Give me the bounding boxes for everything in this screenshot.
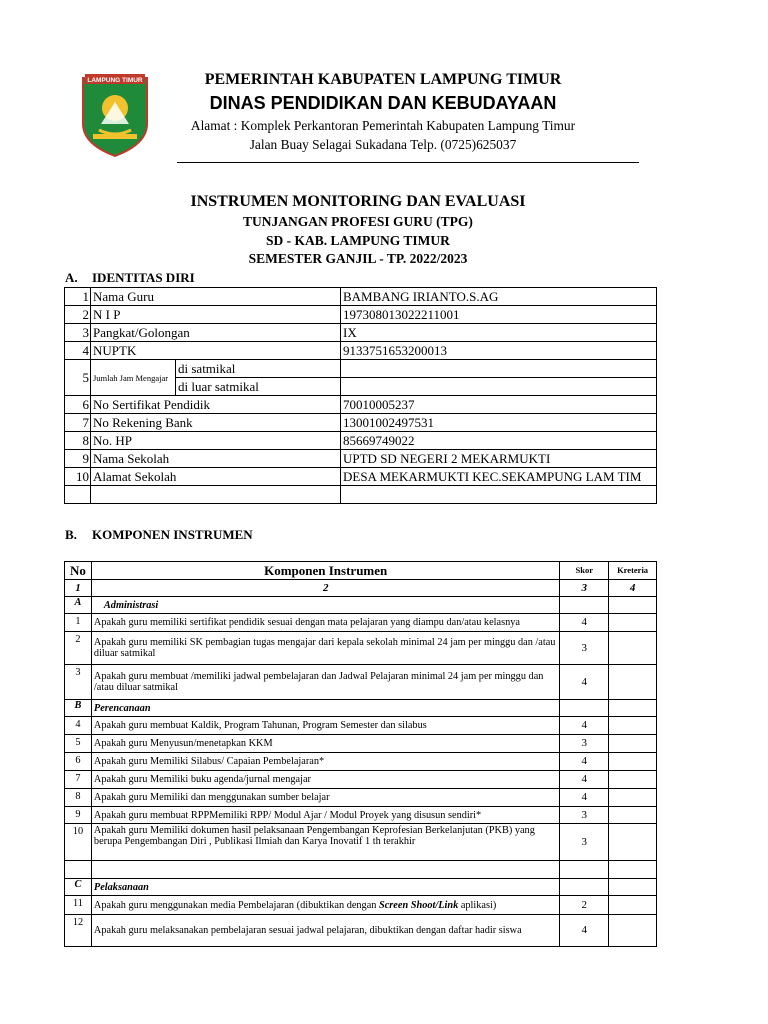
item-criteria xyxy=(609,614,657,632)
header-no: No xyxy=(65,562,92,580)
item-question: Apakah guru melaksanakan pembelajaran sesuai jadwal pelajaran, dibuktikan dengan daftar hadir siswa xyxy=(91,915,560,947)
column-number: 1 xyxy=(65,580,92,597)
field-label: Alamat Sekolah xyxy=(91,468,341,486)
item-score: 4 xyxy=(560,915,609,947)
item-criteria xyxy=(609,735,657,753)
section-row-administrasi xyxy=(65,597,657,614)
item-criteria xyxy=(609,632,657,665)
item-criteria xyxy=(609,771,657,789)
item-number: 2 xyxy=(65,632,92,665)
table-row xyxy=(65,771,657,789)
item-question: Apakah guru Memiliki dokumen hasil pelaksanaan Pengembangan Keprofesian Berkelanjutan (PKB) yang berupa Pengembangan Diri , Publikasi Ilmiah dan Karya Inovatif 1 th terakhir xyxy=(91,824,560,861)
item-question-emphasis: Screen Shoot/Link xyxy=(379,899,459,911)
field-label: Nama Sekolah xyxy=(91,450,341,468)
row-number: 8 xyxy=(65,432,91,450)
item-score: 3 xyxy=(560,824,609,861)
section-a-number: A. xyxy=(65,270,78,285)
section-code: B xyxy=(65,700,92,717)
table-row xyxy=(65,753,657,771)
table-row xyxy=(65,807,657,824)
document-subtitle: TUNJANGAN PROFESI GURU (TPG) xyxy=(243,214,473,229)
item-score: 4 xyxy=(560,665,609,700)
item-question: Apakah guru membuat /memiliki jadwal pembelajaran dan Jadwal Pelajaran minimal 24 jam per minggu dan /atau diluar satmikal xyxy=(91,665,560,700)
column-number: 3 xyxy=(560,580,609,597)
table-header-row xyxy=(65,562,657,580)
field-value xyxy=(341,360,657,378)
field-sublabel: di luar satmikal xyxy=(176,378,341,396)
field-value: UPTD SD NEGERI 2 MEKARMUKTI xyxy=(341,450,657,468)
section-a-heading xyxy=(65,270,195,286)
table-row xyxy=(65,824,657,861)
section-b-number: B. xyxy=(65,527,77,542)
item-question: Apakah guru memiliki sertifikat pendidik sesuai dengan mata pelajaran yang diampu dan/atau kelasnya xyxy=(91,614,560,632)
item-score: 4 xyxy=(560,717,609,735)
table-row xyxy=(65,614,657,632)
field-sublabel: di satmikal xyxy=(176,360,341,378)
field-value xyxy=(341,378,657,396)
column-number: 2 xyxy=(91,580,560,597)
letterhead-address: Alamat : Komplek Perkantoran Pemerintah Kabupaten Lampung Timur xyxy=(190,118,576,133)
document-title: INSTRUMEN MONITORING DAN EVALUASI xyxy=(190,193,526,210)
item-criteria xyxy=(609,753,657,771)
table-row xyxy=(65,414,657,432)
table-row xyxy=(65,360,657,378)
field-value: DESA MEKARMUKTI KEC.SEKAMPUNG LAM TIM xyxy=(341,468,657,486)
section-label: Pelaksanaan xyxy=(91,879,560,896)
table-row xyxy=(65,432,657,450)
item-question-post: aplikasi) xyxy=(458,899,497,911)
item-criteria xyxy=(609,824,657,861)
item-score xyxy=(560,861,609,879)
row-number: 9 xyxy=(65,450,91,468)
field-label-text: Jumlah Jam Mengajar xyxy=(93,373,169,383)
table-row xyxy=(65,861,657,879)
logo-text: LAMPUNG TIMUR xyxy=(87,77,143,84)
letterhead-agency: DINAS PENDIDIKAN DAN KEBUDAYAAN xyxy=(209,93,557,113)
item-question: Apakah guru memiliki SK pembagian tugas mengajar dari kepala sekolah minimal 24 jam per minggu dan /atau diluar satmikal xyxy=(91,632,560,665)
table-row xyxy=(65,324,657,342)
item-score: 4 xyxy=(560,614,609,632)
field-value: 85669749022 xyxy=(341,432,657,450)
item-number: 12 xyxy=(65,915,92,947)
row-number: 5 xyxy=(65,360,91,396)
section-label: Perencanaan xyxy=(91,700,560,717)
field-value: 13001002497531 xyxy=(341,414,657,432)
row-number: 10 xyxy=(65,468,91,486)
item-number: 4 xyxy=(65,717,92,735)
field-value: BAMBANG IRIANTO.S.AG xyxy=(341,288,657,306)
row-number: 1 xyxy=(65,288,91,306)
field-value: 70010005237 xyxy=(341,396,657,414)
field-value: IX xyxy=(341,324,657,342)
item-number: 10 xyxy=(65,824,92,861)
field-label xyxy=(91,486,341,504)
empty-cell xyxy=(609,597,657,614)
item-score: 2 xyxy=(560,896,609,915)
item-question: Apakah guru Memiliki buku agenda/jurnal mengajar xyxy=(91,771,560,789)
section-row-perencanaan xyxy=(65,700,657,717)
item-score: 4 xyxy=(560,789,609,807)
field-label: Pangkat/Golongan xyxy=(91,324,341,342)
empty-cell xyxy=(560,700,609,717)
item-number: 8 xyxy=(65,789,92,807)
item-criteria xyxy=(609,717,657,735)
item-question: Apakah guru Menyusun/menetapkan KKM xyxy=(91,735,560,753)
item-criteria xyxy=(609,896,657,915)
section-code: A xyxy=(65,597,92,614)
empty-cell xyxy=(609,879,657,896)
lampung-timur-logo-icon xyxy=(79,72,151,158)
item-question-pre: Apakah guru menggunakan media Pembelajaran (dibuktikan dengan xyxy=(93,899,379,911)
section-b-label: KOMPONEN INSTRUMEN xyxy=(92,527,253,542)
table-row xyxy=(65,632,657,665)
header-skor: Skor xyxy=(560,562,609,580)
item-criteria xyxy=(609,861,657,879)
item-score: 3 xyxy=(560,735,609,753)
field-value xyxy=(341,486,657,504)
table-row xyxy=(65,486,657,504)
item-question: Apakah guru Memiliki dan menggunakan sumber belajar xyxy=(91,789,560,807)
identity-table xyxy=(64,287,657,504)
item-question xyxy=(91,861,560,879)
row-number: 6 xyxy=(65,396,91,414)
item-number: 6 xyxy=(65,753,92,771)
item-number: 9 xyxy=(65,807,92,824)
header-kriteria: Kreteria xyxy=(609,562,657,580)
table-row xyxy=(65,306,657,324)
item-criteria xyxy=(609,789,657,807)
instrument-table xyxy=(64,561,657,947)
item-number: 5 xyxy=(65,735,92,753)
field-label: N I P xyxy=(91,306,341,324)
item-score: 4 xyxy=(560,771,609,789)
empty-cell xyxy=(560,597,609,614)
field-label: NUPTK xyxy=(91,342,341,360)
item-score: 3 xyxy=(560,807,609,824)
letterhead-street-phone: Jalan Buay Selagai Sukadana Telp. (0725)625037 xyxy=(249,137,517,152)
item-question: Apakah guru membuat RPPMemiliki RPP/ Modul Ajar / Modul Proyek yang disusun sendiri* xyxy=(91,807,560,824)
table-row xyxy=(65,468,657,486)
letterhead xyxy=(160,70,606,154)
table-row xyxy=(65,342,657,360)
table-row xyxy=(65,450,657,468)
item-criteria xyxy=(609,665,657,700)
table-row xyxy=(65,789,657,807)
field-label: No Rekening Bank xyxy=(91,414,341,432)
column-number-row xyxy=(65,580,657,597)
field-label: Nama Guru xyxy=(91,288,341,306)
field-label: No. HP xyxy=(91,432,341,450)
header-komponen: Komponen Instrumen xyxy=(91,562,560,580)
item-number xyxy=(65,861,92,879)
row-number: 7 xyxy=(65,414,91,432)
item-question xyxy=(91,896,560,915)
item-number: 11 xyxy=(65,896,92,915)
row-number: 4 xyxy=(65,342,91,360)
section-b-heading xyxy=(65,527,253,543)
table-row xyxy=(65,717,657,735)
row-number: 3 xyxy=(65,324,91,342)
item-criteria xyxy=(609,915,657,947)
section-code: C xyxy=(65,879,92,896)
letterhead-divider xyxy=(177,162,639,163)
item-score: 3 xyxy=(560,632,609,665)
item-number: 7 xyxy=(65,771,92,789)
section-a-label: IDENTITAS DIRI xyxy=(92,270,195,285)
item-number: 3 xyxy=(65,665,92,700)
table-row xyxy=(65,735,657,753)
table-row xyxy=(65,915,657,947)
empty-cell xyxy=(560,879,609,896)
section-row-pelaksanaan xyxy=(65,879,657,896)
row-number: 2 xyxy=(65,306,91,324)
item-question: Apakah guru Memiliki Silabus/ Capaian Pembelajaran* xyxy=(91,753,560,771)
item-question: Apakah guru membuat Kaldik, Program Tahunan, Program Semester dan silabus xyxy=(91,717,560,735)
row-number xyxy=(65,486,91,504)
document-semester: SEMESTER GANJIL - TP. 2022/2023 xyxy=(248,251,468,266)
item-score: 4 xyxy=(560,753,609,771)
letterhead-government: PEMERINTAH KABUPATEN LAMPUNG TIMUR xyxy=(204,71,562,88)
item-number: 1 xyxy=(65,614,92,632)
field-label xyxy=(91,360,176,396)
column-number: 4 xyxy=(609,580,657,597)
section-label: Administrasi xyxy=(91,597,560,614)
item-criteria xyxy=(609,807,657,824)
empty-cell xyxy=(609,700,657,717)
field-label: No Sertifikat Pendidik xyxy=(91,396,341,414)
field-value: 197308013022211001 xyxy=(341,306,657,324)
table-row xyxy=(65,665,657,700)
table-row xyxy=(65,396,657,414)
table-row xyxy=(65,896,657,915)
field-value: 9133751653200013 xyxy=(341,342,657,360)
document-region: SD - KAB. LAMPUNG TIMUR xyxy=(266,233,450,248)
table-row xyxy=(65,288,657,306)
